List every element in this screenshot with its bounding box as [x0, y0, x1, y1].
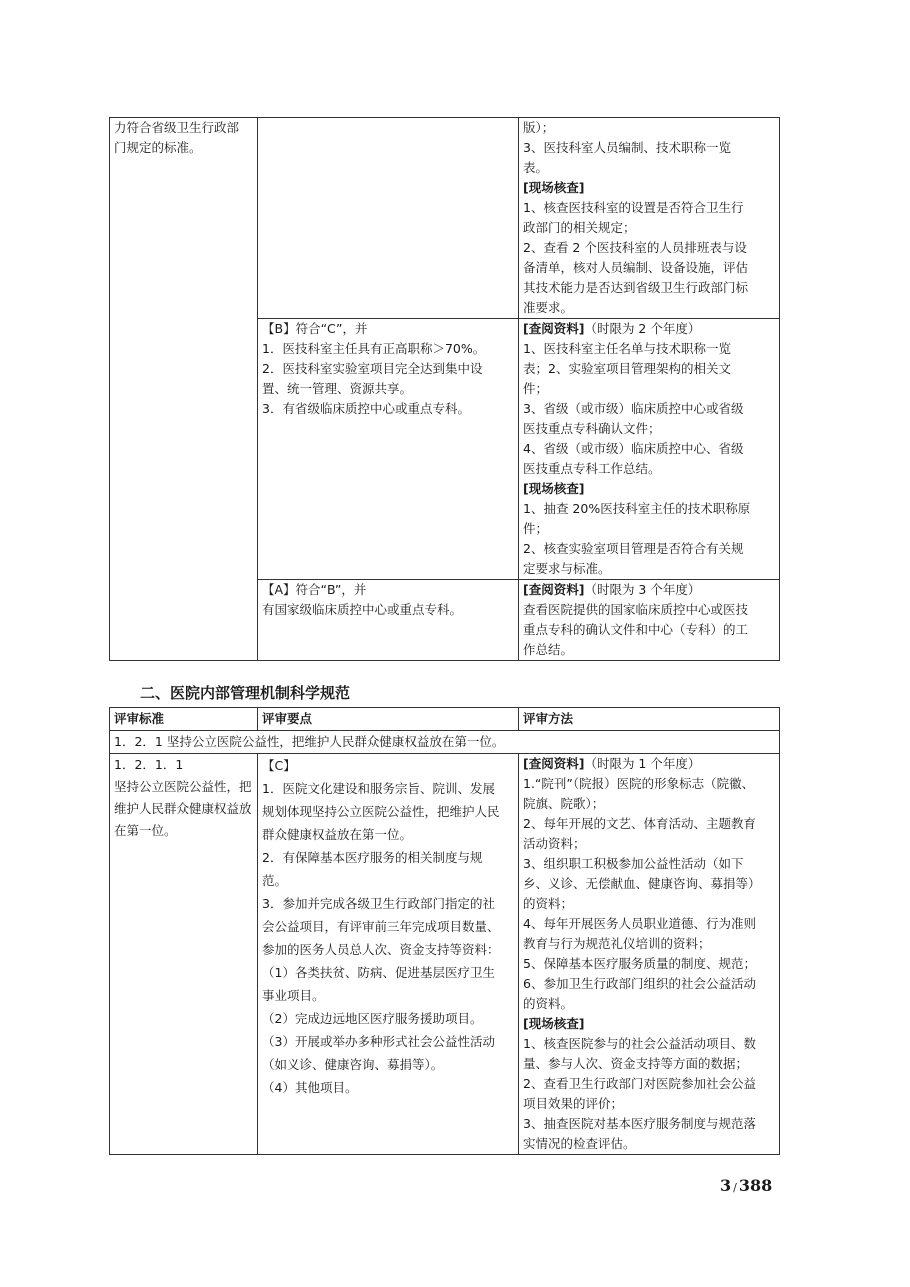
- cell-line: 活动资料；: [523, 836, 586, 851]
- cell-line: 6、参加卫生行政部门组织的社会公益活动: [523, 976, 756, 991]
- column-header: 评审标准: [110, 708, 258, 731]
- cell-line: （2）完成边远地区医疗服务援助项目。: [262, 1011, 483, 1026]
- cell-line: （如义诊、健康咨询、募捐等）。: [262, 1057, 444, 1072]
- cell-line: 定要求与标准。: [523, 561, 611, 576]
- cell-line: 规划体现坚持公立医院公益性，把维护人民: [262, 804, 500, 819]
- method-label-note: （时限为 1 个年度）: [584, 756, 701, 771]
- cell-line: 医技重点专科工作总结。: [523, 461, 661, 476]
- cell-line: 置、统一管理、资源共享。: [262, 381, 413, 396]
- cell-line: 2．医技科室实验室项目完全达到集中设: [262, 361, 483, 376]
- cell-line: 件；: [523, 521, 549, 536]
- cell-line: 3、医技科室人员编制、技术职称一览: [523, 140, 731, 155]
- cell-line: 件；: [523, 381, 549, 396]
- cell-line: 重点专科的确认文件和中心（专科）的工: [523, 622, 749, 637]
- cell-line: 4、省级（或市级）临床质控中心、省级: [523, 441, 744, 456]
- cell-line: 3、省级（或市级）临床质控中心或省级: [523, 401, 744, 416]
- cell-line: 【A】符合“B”，并: [262, 582, 367, 597]
- column-header: 评审方法: [519, 708, 780, 731]
- column-header: 评审要点: [258, 708, 519, 731]
- method-label: [查阅资料]: [523, 582, 585, 597]
- method-label-note: （时限为 2 个年度）: [584, 321, 701, 336]
- cell-line: 会公益项目，有评审前三年完成项目数量、: [262, 919, 500, 934]
- cell-line: 事业项目。: [262, 988, 325, 1003]
- cell-line: 的资料；: [523, 896, 574, 911]
- cell-line: 项目效果的评价；: [523, 1096, 624, 1111]
- cell-line: 政部门的相关规定；: [523, 220, 636, 235]
- section-heading: 二、医院内部管理机制科学规范: [140, 684, 351, 702]
- cell-line: 4、每年开展医务人员职业道德、行为准则: [523, 916, 756, 931]
- cell-line: 5、保障基本医疗服务质量的制度、规范；: [523, 956, 756, 971]
- cell-line: 范。: [262, 873, 288, 888]
- cell-line: 2．有保障基本医疗服务的相关制度与规: [262, 850, 483, 865]
- method-label: [查阅资料]: [523, 321, 585, 336]
- cell-line: 2、查看 2 个医技科室的人员排班表与设: [523, 240, 747, 255]
- method-label: [现场核查]: [523, 1016, 585, 1031]
- cell-line: （4）其他项目。: [262, 1080, 358, 1095]
- cell-line: 3、抽查医院对基本医疗服务制度与规范落: [523, 1116, 756, 1131]
- cell-line: 1、抽查 20%医技科室主任的技术职称原: [523, 501, 751, 516]
- standard-cell: [110, 118, 258, 661]
- cell-line: 1、核查医院参与的社会公益活动项目、数: [523, 1036, 756, 1051]
- cell-line: 作总结。: [523, 642, 574, 657]
- cell-line: 2、查看卫生行政部门对医院参加社会公益: [523, 1076, 756, 1091]
- cell-line: 1．2．1．1: [114, 757, 184, 772]
- standard-cell: [110, 754, 258, 1155]
- cell-line: 1、核查医技科室的设置是否符合卫生行: [523, 200, 744, 215]
- cell-line: 坚持公立医院公益性，把: [114, 779, 252, 794]
- cell-line: 院旗、院歌）；: [523, 796, 605, 811]
- cell-line: 3、组织职工积极参加公益性活动（如下: [523, 856, 744, 871]
- cell-line: 版）；: [523, 120, 555, 135]
- cell-line: 在第一位。: [114, 823, 177, 838]
- cell-line: 实情况的检查评估。: [523, 1136, 636, 1151]
- cell-line: 备清单，核对人员编制、设备设施，评估: [523, 260, 749, 275]
- standards-table: [109, 707, 780, 1155]
- standards-table-continued: [109, 117, 780, 661]
- cell-line: 有国家级临床质控中心或重点专科。: [262, 602, 463, 617]
- method-cell: [519, 754, 780, 1155]
- cell-line: 群众健康权益放在第一位。: [262, 827, 413, 842]
- page-separator: /: [733, 1181, 737, 1194]
- method-cell: [519, 580, 780, 661]
- cell-line: 表；2、实验室项目管理架构的相关文: [523, 361, 731, 376]
- table-row: [110, 754, 780, 1155]
- cell-line: 1．医技科室主任具有正高职称＞70%。: [262, 341, 486, 356]
- method-label-note: （时限为 3 个年度）: [584, 582, 701, 597]
- method-label: [现场核查]: [523, 180, 585, 195]
- cell-line: 【C】: [262, 758, 296, 773]
- method-label: [查阅资料]: [523, 756, 585, 771]
- table-row: [110, 118, 780, 319]
- method-cell: [519, 319, 780, 580]
- key-points-cell: [258, 118, 519, 319]
- cell-line: 维护人民群众健康权益放: [114, 801, 252, 816]
- cell-line: 3．参加并完成各级卫生行政部门指定的社: [262, 896, 495, 911]
- cell-line: 的资料。: [523, 996, 574, 1011]
- cell-line: 3．有省级临床质控中心或重点专科。: [262, 401, 470, 416]
- cell-line: 表。: [523, 160, 549, 175]
- method-cell: [519, 118, 780, 319]
- key-points-cell: [258, 319, 519, 580]
- cell-line: 参加的医务人员总人次、资金支持等资料：: [262, 942, 500, 957]
- cell-line: 准要求。: [523, 300, 574, 315]
- cell-line: 乡、义诊、无偿献血、健康咨询、募捐等）: [523, 876, 761, 891]
- cell-line: 力符合省级卫生行政部: [114, 120, 240, 135]
- cell-line: 量、参与人次、资金支持等方面的数据；: [523, 1056, 749, 1071]
- cell-line: 查看医院提供的国家临床质控中心或医技: [523, 602, 749, 617]
- page-number: [720, 1176, 772, 1195]
- cell-line: 其技术能力是否达到省级卫生行政部门标: [523, 280, 749, 295]
- cell-line: 1.“院刊”（院报）医院的形象标志（院徽、: [523, 776, 755, 791]
- cell-line: 1．医院文化建设和服务宗旨、院训、发展: [262, 781, 495, 796]
- cell-line: 医技重点专科确认文件；: [523, 421, 661, 436]
- cell-line: 教育与行为规范礼仪培训的资料；: [523, 936, 711, 951]
- method-label: [现场核查]: [523, 481, 585, 496]
- key-points-cell: [258, 580, 519, 661]
- standard-group-row: 1．2．1 坚持公立医院公益性，把维护人民群众健康权益放在第一位。: [110, 731, 780, 754]
- cell-line: （3）开展或举办多种形式社会公益性活动: [262, 1034, 495, 1049]
- cell-line: 2、核查实验室项目管理是否符合有关规: [523, 541, 744, 556]
- page-total: 388: [738, 1176, 773, 1195]
- cell-line: 1、医技科室主任名单与技术职称一览: [523, 341, 731, 356]
- table-row: [110, 731, 780, 754]
- cell-line: 2、每年开展的文艺、体育活动、主题教育: [523, 816, 756, 831]
- cell-line: 【B】符合“C”，并: [262, 321, 368, 336]
- cell-line: 门规定的标准。: [114, 140, 202, 155]
- table-header-row: [110, 708, 780, 731]
- key-points-cell: [258, 754, 519, 1155]
- page-current: 3: [720, 1176, 732, 1195]
- cell-line: （1）各类扶贫、防病、促进基层医疗卫生: [262, 965, 495, 980]
